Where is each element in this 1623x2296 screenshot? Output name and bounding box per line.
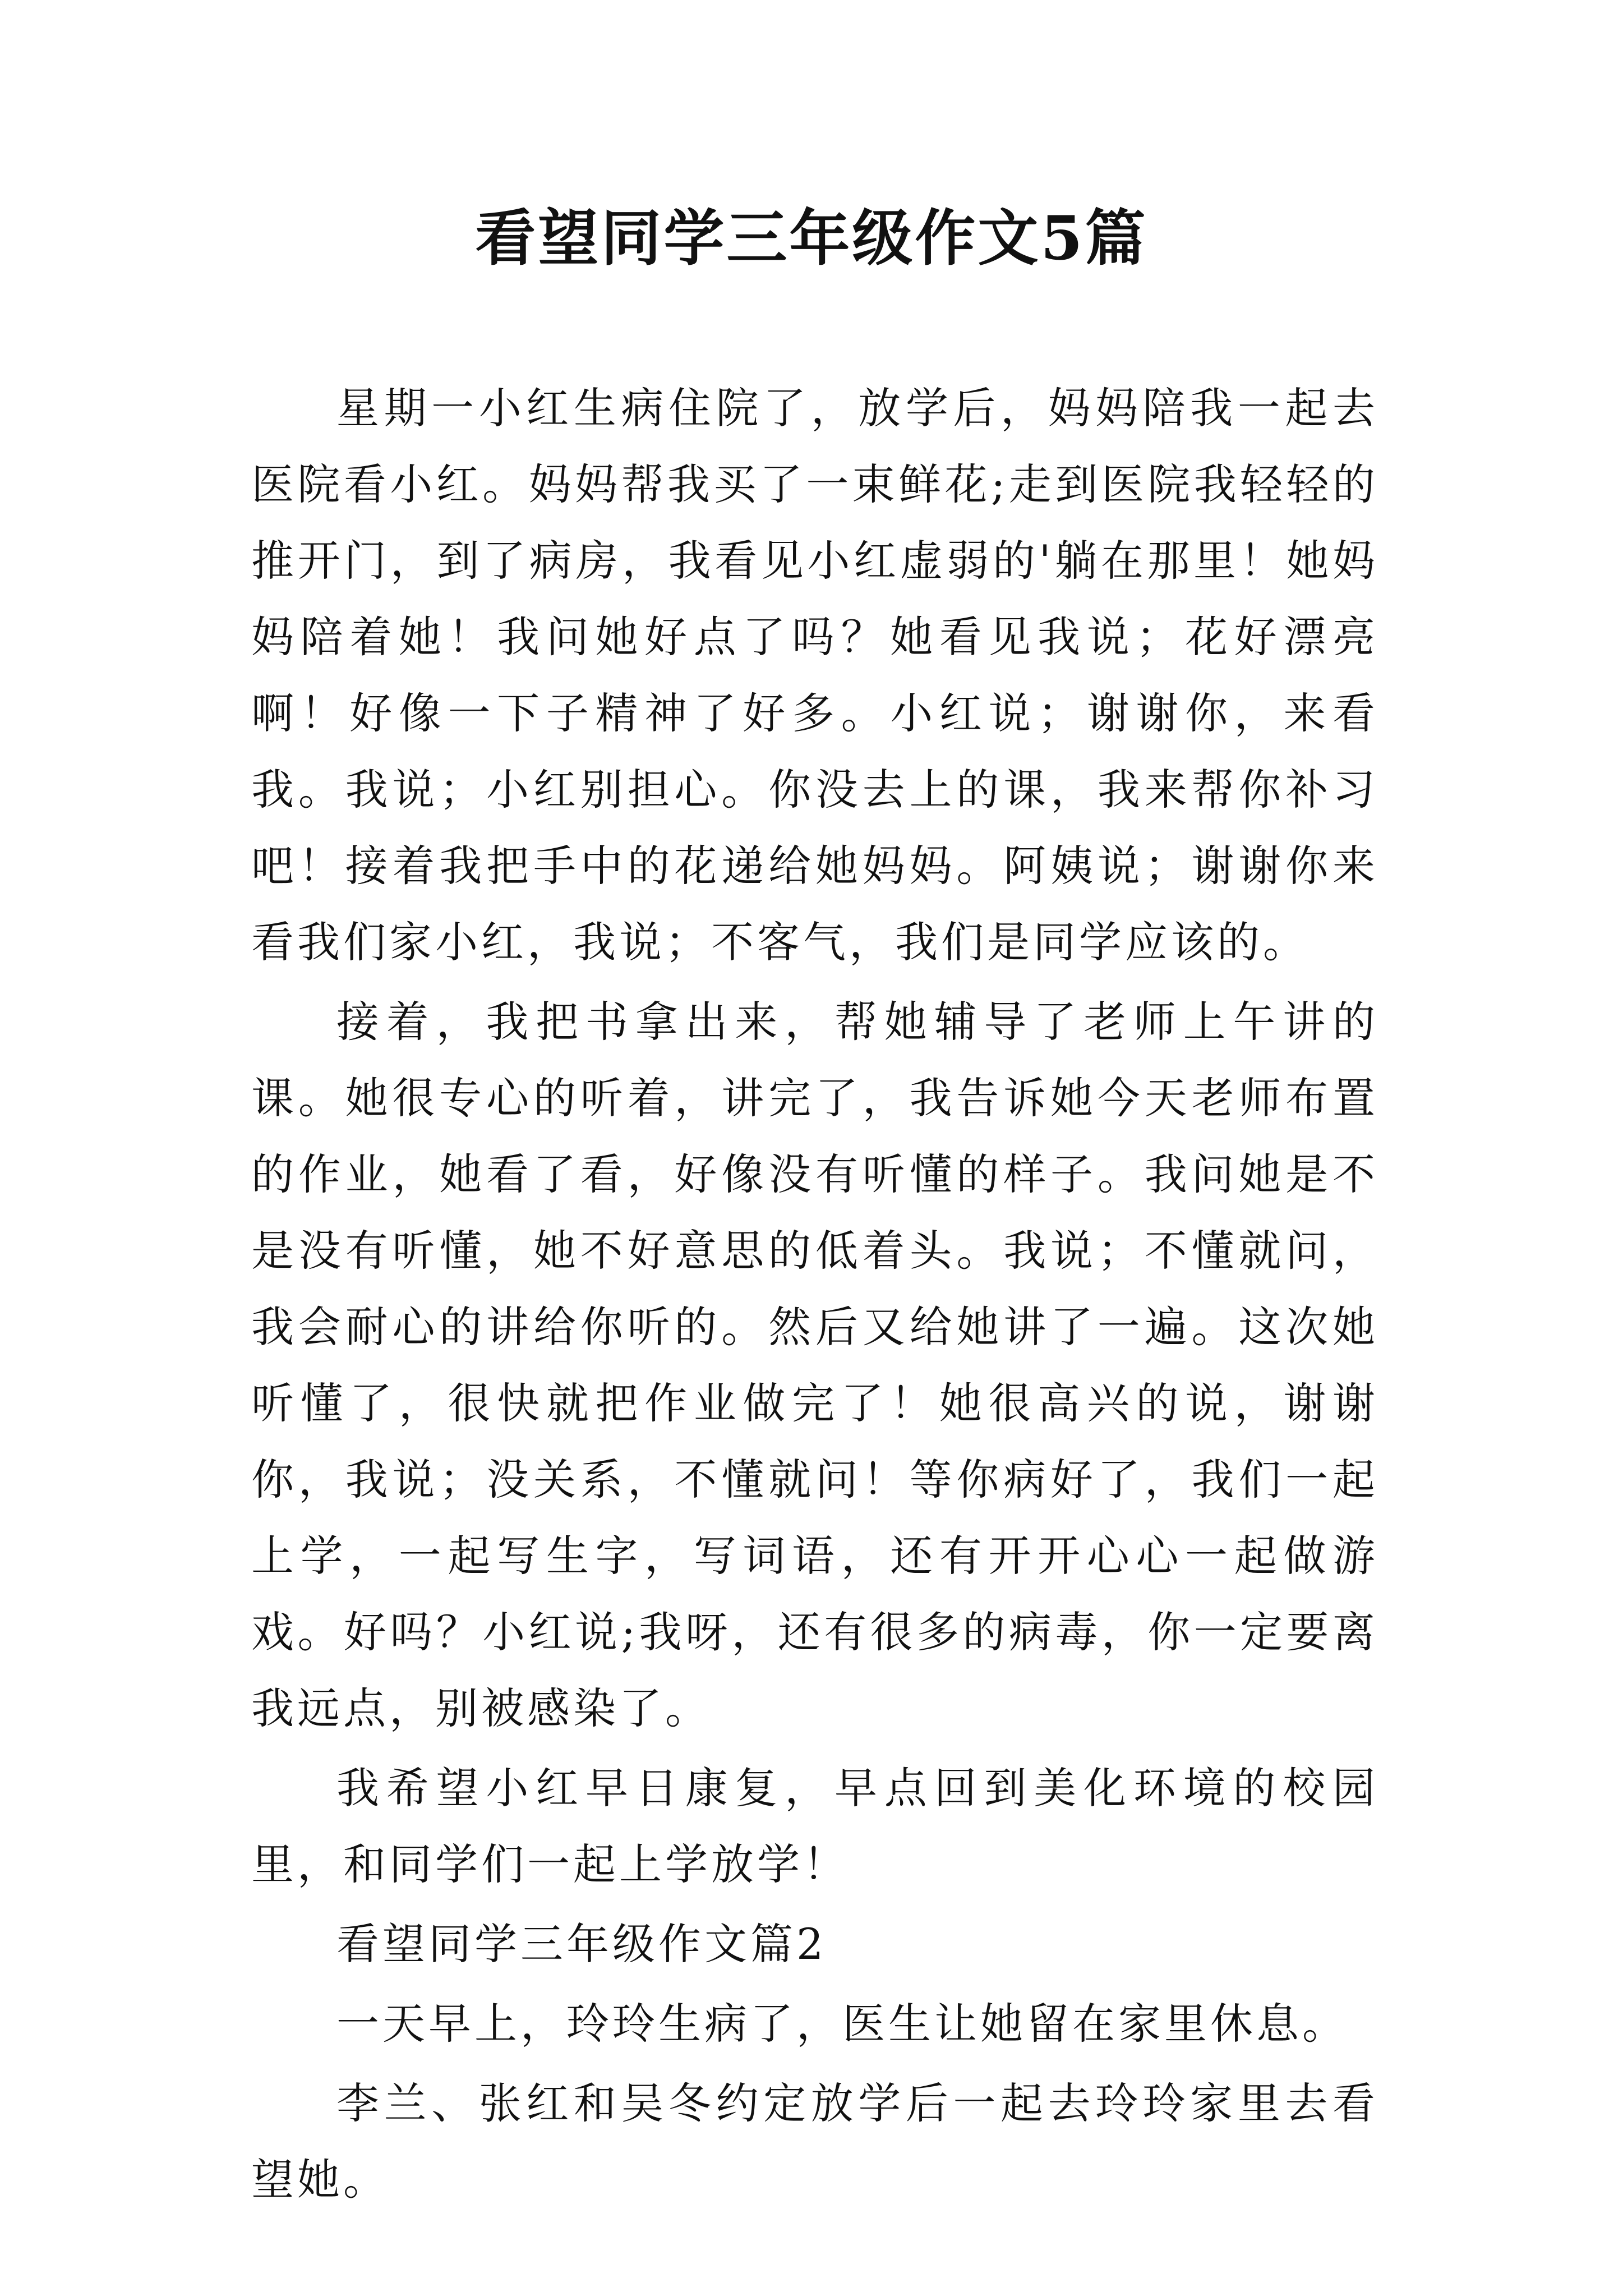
section-heading: 看望同学三年级作文篇2 [336, 1919, 827, 1969]
paragraph: 一天早上，玲玲生病了，医生让她留在家里休息。 [336, 1999, 1348, 2049]
paragraph: 李兰、张红和吴冬约定放学后一起去玲玲家里去看望她。 [251, 2078, 1378, 2205]
paragraph: 星期一小红生病住院了，放学后，妈妈陪我一起去医院看小红。妈妈帮我买了一束鲜花;走到医院我轻轻的推开门，到了病房，我看见小红虚弱的'躺在那里！她妈妈陪着她！我问她好点了吗？她看见我说；花好漂亮啊！好像一下子精神了好多。小红说；谢谢你，来看我。我说；小红别担心。你没去上的课，我来帮你补习吧！接着我把手中的花递给她妈妈。阿姨说；谢谢你来看我们家小红，我说；不客气，我们是同学应该的。 [251, 383, 1378, 967]
document-title: 看望同学三年级作文5篇 [475, 203, 1148, 274]
paragraph: 接着，我把书拿出来，帮她辅导了老师上午讲的课。她很专心的听着，讲完了，我告诉她今天老师布置的作业，她看了看，好像没有听懂的样子。我问她是不是没有听懂，她不好意思的低着头。我说；不懂就问，我会耐心的讲给你听的。然后又给她讲了一遍。这次她听懂了，很快就把作业做完了！她很高兴的说，谢谢你，我说；没关系，不懂就问！等你病好了，我们一起上学，一起写生字，写词语，还有开开心心一起做游戏。好吗？小红说;我呀，还有很多的病毒，你一定要离我远点，别被感染了。 [251, 997, 1378, 1733]
document-body [251, 370, 1378, 2221]
paragraph: 我希望小红早日康复，早点回到美化环境的校园里，和同学们一起上学放学！ [251, 1763, 1378, 1889]
